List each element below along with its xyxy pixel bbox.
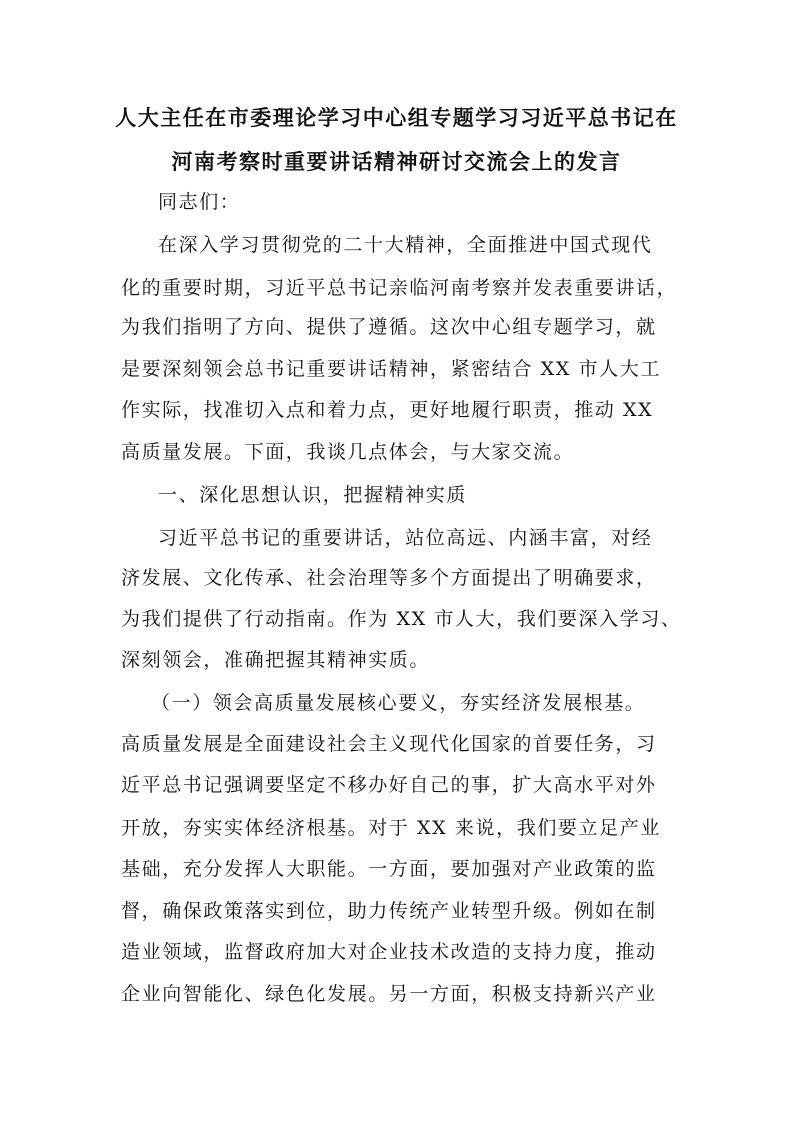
paragraph-line: 基础，充分发挥人大职能。一方面，要加强对产业政策的监 xyxy=(121,858,657,880)
paragraph-line: 企业向智能化、绿色化发展。另一方面，积极支持新兴产业 xyxy=(121,983,657,1005)
paragraph-line: 高质量发展。下面，我谈几点体会，与大家交流。 xyxy=(121,441,575,463)
paragraph-line: 是要深刻领会总书记重要讲话精神，紧密结合 XX 市人大工 xyxy=(121,358,661,380)
paragraph-line: 为我们指明了方向、提供了遵循。这次中心组专题学习，就 xyxy=(121,316,657,338)
paragraph-line: 开放，夯实实体经济根基。对于 XX 来说，我们要立足产业 xyxy=(121,817,661,839)
paragraph-line: 作实际，找准切入点和着力点，更好地履行职责，推动 XX xyxy=(121,399,654,421)
salutation: 同志们： xyxy=(158,191,241,213)
paragraph-line: 为我们提供了行动指南。作为 XX 市人大，我们要深入学习、 xyxy=(121,608,682,630)
paragraph-line: 督，确保政策落实到位，助力传统产业转型升级。例如在制 xyxy=(121,900,657,922)
document-title-line-2: 河南考察时重要讲话精神研讨交流会上的发言 xyxy=(171,149,622,174)
paragraph-line: 高质量发展是全面建设社会主义现代化国家的首要任务，习 xyxy=(121,733,657,755)
paragraph-line: 济发展、文化传承、社会治理等多个方面提出了明确要求， xyxy=(121,567,657,589)
document-title-line-1: 人大主任在市委理论学习中心组专题学习习近平总书记在 xyxy=(115,105,678,130)
paragraph-line: 深刻领会，准确把握其精神实质。 xyxy=(121,649,431,671)
section-heading: 一、深化思想认识，把握精神实质 xyxy=(158,484,468,506)
paragraph-line: 在深入学习贯彻党的二十大精神，全面推进中国式现代 xyxy=(158,234,653,256)
paragraph-line: 造业领域，监督政府加大对企业技术改造的支持力度，推动 xyxy=(121,941,657,963)
paragraph-line: 化的重要时期，习近平总书记亲临河南考察并发表重要讲话， xyxy=(121,277,678,299)
paragraph-line: 习近平总书记的重要讲话，站位高远、内涵丰富，对经 xyxy=(158,527,653,549)
paragraph-line: 近平总书记强调要坚定不移办好自己的事，扩大高水平对外 xyxy=(121,774,657,796)
subsection-heading: （一）领会高质量发展核心要义，夯实经济发展根基。 xyxy=(151,692,646,714)
